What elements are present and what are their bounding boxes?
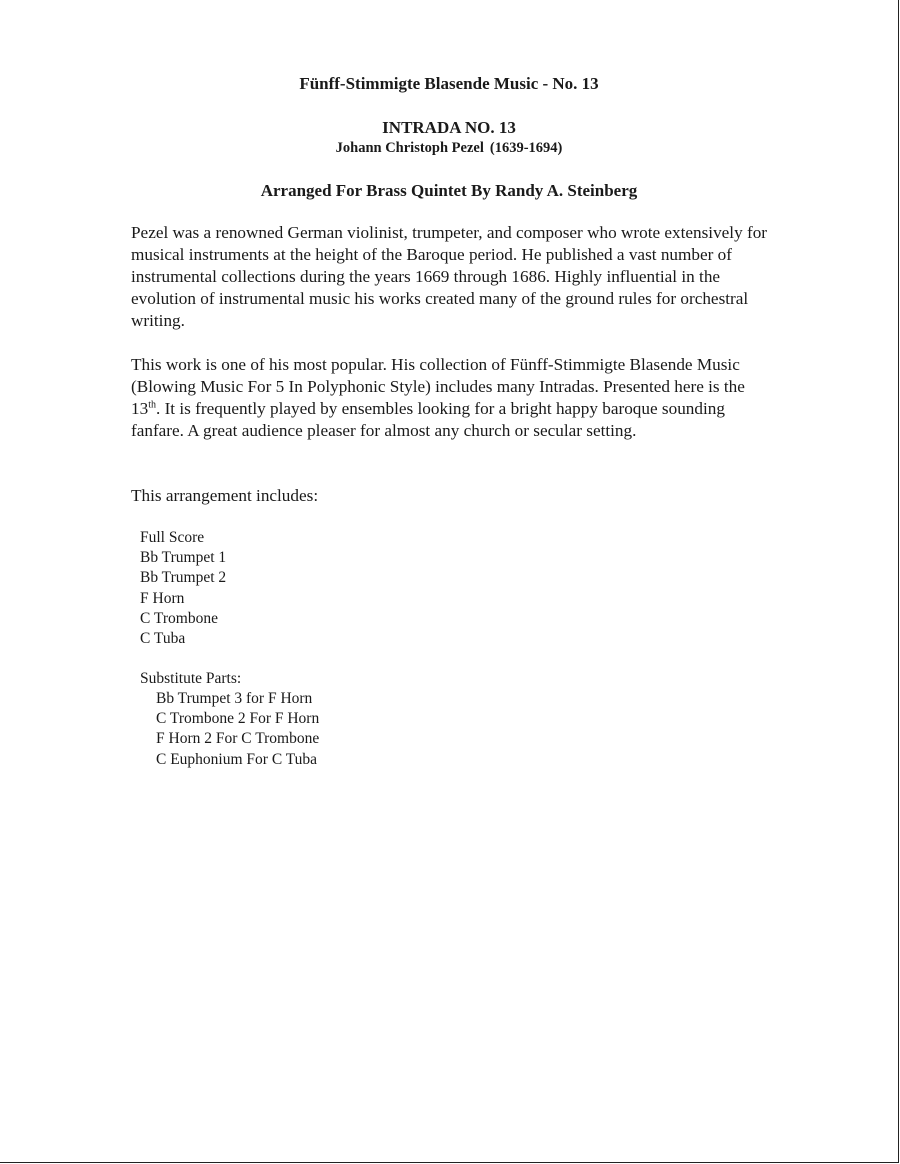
arranger-line: Arranged For Brass Quintet By Randy A. Steinberg [260, 181, 638, 200]
part-item: C Trombone [140, 609, 218, 627]
series-title: Fünff-Stimmigte Blasende Music - No. 13 [299, 74, 599, 93]
work-title: INTRADA NO. 13 [382, 118, 516, 137]
part-item: Bb Trumpet 1 [140, 549, 227, 567]
part-item: F Horn [140, 589, 185, 607]
substitute-part-item: F Horn 2 For C Trombone [156, 730, 320, 748]
includes-label: This arrangement includes: [131, 486, 319, 505]
substitute-part-item: C Trombone 2 For F Horn [156, 710, 320, 728]
paragraph-biography: Pezel was a renowned German violinist, trumpeter, and composer who wrote extensively for musical instruments at the height of the Baroque period. He published a vast number of instrumental collections during the years 1669 through 1686. Highly influential in the evolution of instrumental music his works created many of the ground rules for orchestral writing. [131, 223, 768, 330]
paragraph-work-description [131, 354, 771, 442]
substitute-parts-label: Substitute Parts: [140, 670, 242, 687]
composer-line [0, 140, 898, 157]
composer-dates: (1639-1694) [489, 140, 563, 156]
substitute-part-item: Bb Trumpet 3 for F Horn [156, 690, 313, 707]
part-item: Bb Trumpet 2 [140, 569, 227, 587]
paragraph-text: This work is one of his most popular. His collection of Fünff-Stimmigte Blasende Music (Blowing Music For 5 In Polyphonic Style) includes many Intradas. Presented here is the 13 [131, 355, 745, 418]
parts-list [140, 528, 226, 649]
substitute-parts-list [156, 689, 319, 770]
ordinal-suffix: th [148, 399, 156, 411]
part-item: C Tuba [140, 630, 186, 648]
composer-name: Johann Christoph Pezel [335, 140, 484, 156]
substitute-part-item: C Euphonium For C Tuba [156, 750, 318, 768]
part-item: Full Score [140, 529, 205, 546]
paragraph-text: . It is frequently played by ensembles looking for a bright happy baroque sounding fanfare. A great audience pleaser for almost any church or secular setting. [131, 399, 725, 440]
